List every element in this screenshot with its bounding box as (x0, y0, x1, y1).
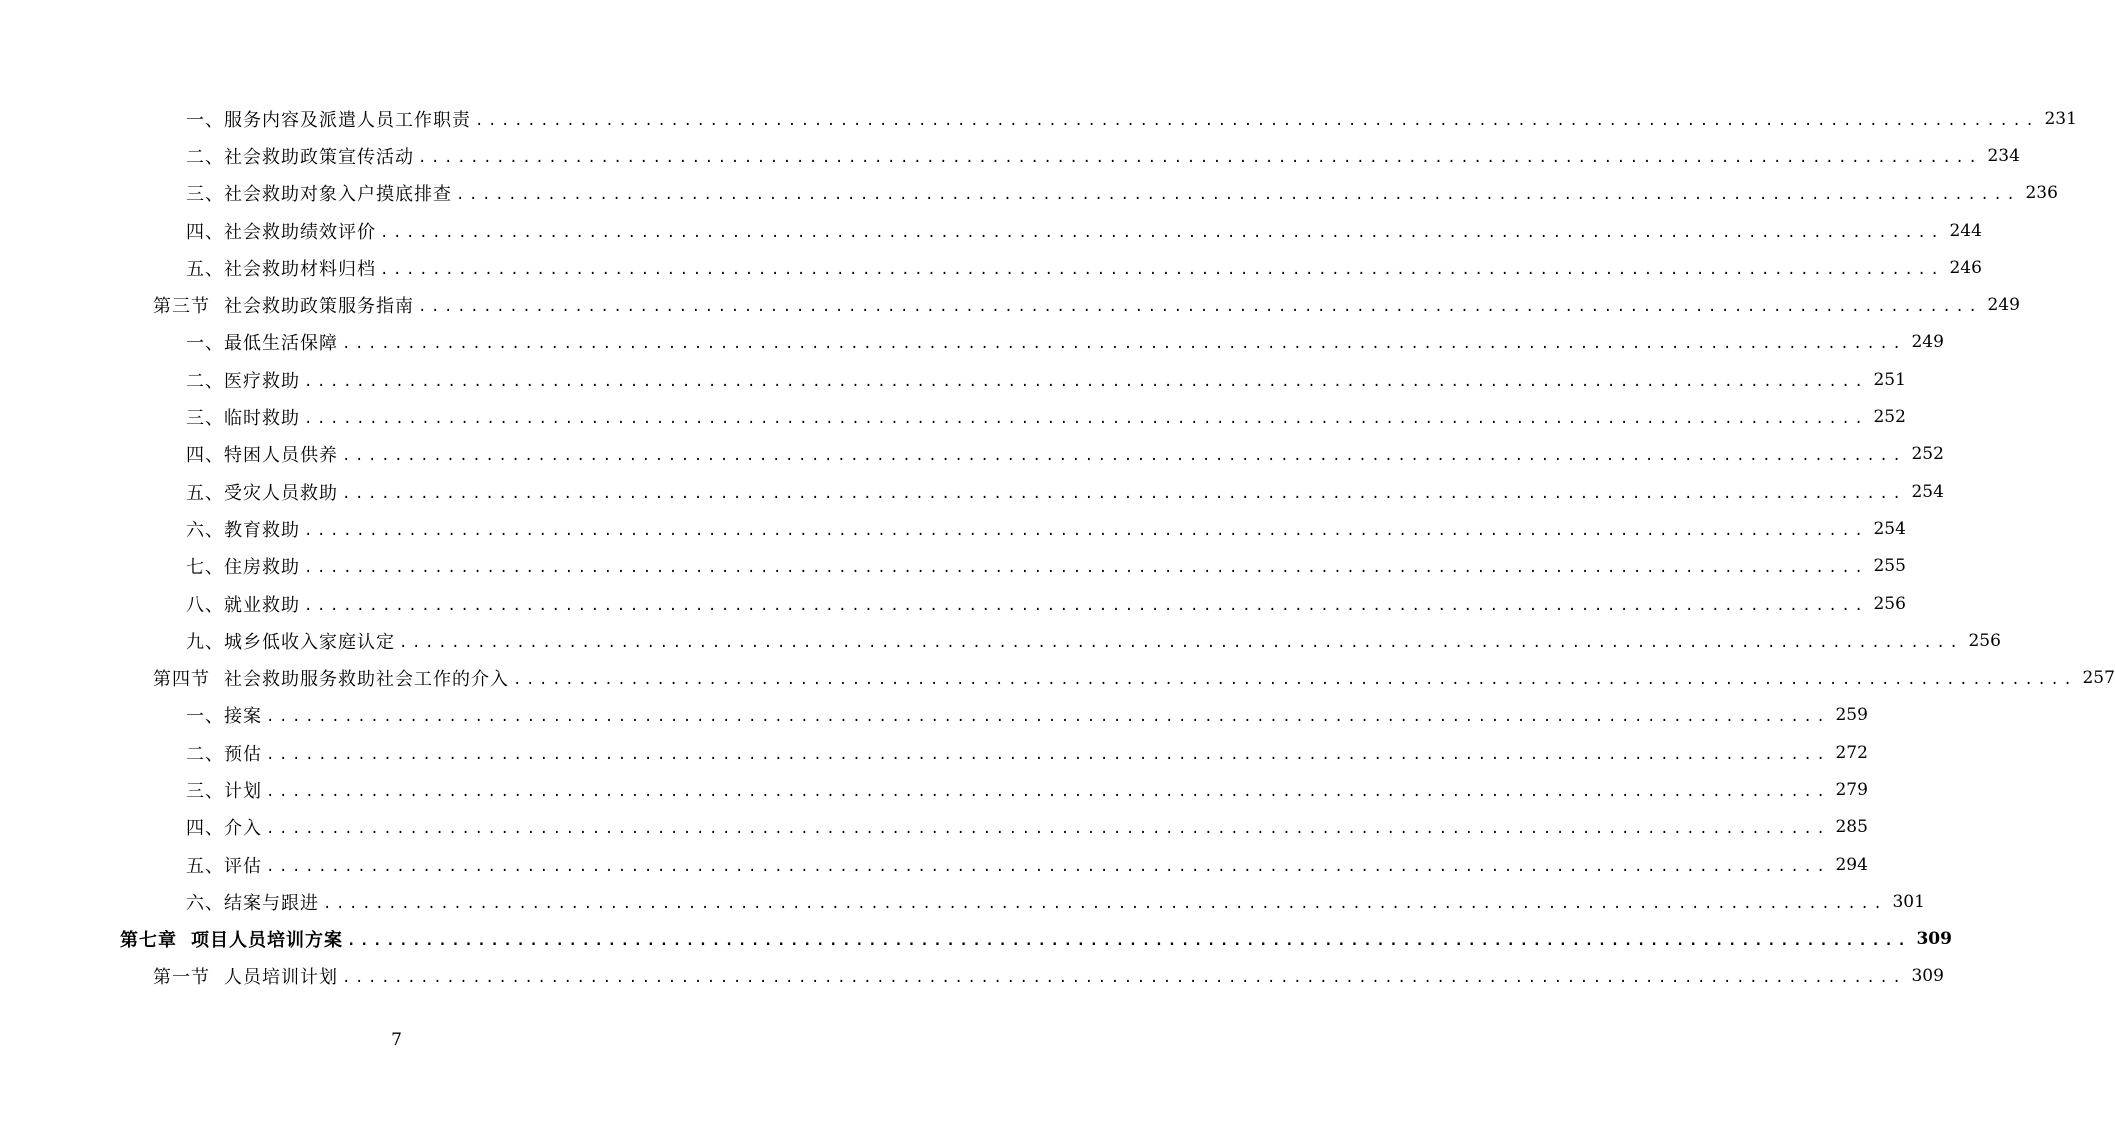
toc-entry-page: 279 (1835, 779, 1868, 800)
toc-entry[interactable] (0, 622, 2001, 659)
toc-entry-label: 计划 (224, 780, 262, 802)
toc-leader-dots: ........................................................................................................................ (304, 522, 1868, 539)
page-number: 7 (391, 1030, 402, 1050)
toc-entry-title (186, 591, 300, 617)
toc-entry-label: 项目人员培训方案 (191, 930, 343, 952)
toc-entry-title (153, 292, 414, 318)
toc-entry[interactable] (0, 398, 1906, 435)
toc-entry[interactable] (0, 286, 2020, 323)
toc-leader-dots: ........................................................................................................................ (418, 149, 1982, 166)
toc-entry-number: 八、 (186, 594, 224, 616)
toc-entry-title (186, 740, 262, 766)
toc-entry-label: 社会救助服务救助社会工作的介入 (224, 669, 509, 691)
toc-entry-number: 三、 (186, 408, 224, 430)
toc-leader-dots: ........................................................................................................................ (266, 858, 1830, 875)
toc-entry-number: 六、 (186, 519, 224, 541)
toc-leader-dots: ........................................................................................................................ (266, 821, 1830, 838)
toc-entry-number: 一、 (186, 706, 224, 728)
toc-entry-page: 246 (1949, 257, 1982, 278)
toc-entry-number: 五、 (186, 482, 224, 504)
toc-leader-dots: ........................................................................................................................ (304, 411, 1868, 428)
toc-leader-dots: ........................................................................................................................ (342, 336, 1906, 353)
toc-entry-page: 249 (1911, 332, 1944, 353)
toc-entry-title (186, 889, 319, 915)
toc-entry-label: 受灾人员救助 (224, 482, 338, 504)
toc-entry-title (186, 852, 262, 878)
toc-entry[interactable] (0, 324, 1944, 361)
toc-entry-title (186, 143, 414, 169)
toc-entry-label: 城乡低收入家庭认定 (224, 631, 395, 653)
toc-entry-number: 四、 (186, 818, 224, 840)
toc-entry[interactable] (0, 212, 1982, 249)
toc-entry-number: 第一节 (153, 967, 210, 989)
toc-entry-title (186, 628, 395, 654)
toc-entry[interactable] (0, 175, 2058, 212)
toc-leader-dots: ........................................................................................................................ (399, 634, 1963, 651)
toc-entry[interactable] (0, 809, 1868, 846)
toc-entry-page: 252 (1911, 444, 1944, 465)
toc-entry-label: 社会救助政策服务指南 (224, 296, 414, 318)
toc-entry-label: 最低生活保障 (224, 333, 338, 355)
toc-entry-page: 257 (2082, 668, 2115, 689)
toc-entry[interactable] (0, 548, 1906, 585)
toc-entry[interactable] (0, 361, 1906, 398)
toc-entry-number: 第四节 (153, 669, 210, 691)
toc-entry-number: 三、 (186, 184, 224, 206)
toc-entry-label: 结案与跟进 (224, 892, 319, 914)
toc-entry-page: 259 (1835, 705, 1868, 726)
toc-entry-label: 教育救助 (224, 519, 300, 541)
toc-entry-page: 255 (1873, 556, 1906, 577)
toc-entry-number: 第三节 (153, 296, 210, 318)
toc-entry-title (186, 255, 376, 281)
toc-entry-page: 309 (1911, 966, 1944, 987)
toc-leader-dots: ........................................................................................................................ (342, 448, 1906, 465)
toc-entry[interactable] (0, 771, 1868, 808)
toc-entry[interactable] (0, 249, 1982, 286)
toc-entry-label: 社会救助绩效评价 (224, 221, 376, 243)
toc-leader-dots: ........................................................................................................................ (456, 187, 2020, 204)
toc-leader-dots: ........................................................................................................................ (513, 672, 2077, 689)
toc-entry[interactable] (0, 100, 2077, 137)
toc-entry[interactable] (0, 473, 1944, 510)
toc-entry-label: 社会救助政策宣传活动 (224, 146, 414, 168)
toc-entry-title (186, 479, 338, 505)
toc-entry-title (186, 329, 338, 355)
toc-entry-number: 四、 (186, 221, 224, 243)
toc-entry-number: 六、 (186, 892, 224, 914)
toc-entry-label: 临时救助 (224, 408, 300, 430)
toc-entry-number: 二、 (186, 370, 224, 392)
toc-leader-dots: ........................................................................................................................ (266, 783, 1830, 800)
toc-entry-number: 五、 (186, 258, 224, 280)
toc-entry-label: 接案 (224, 706, 262, 728)
toc-entry-page: 309 (1916, 929, 1952, 950)
toc-entry-label: 特困人员供养 (224, 445, 338, 467)
toc-entry-label: 就业救助 (224, 594, 300, 616)
toc-entry-number: 二、 (186, 743, 224, 765)
toc-leader-dots: ........................................................................................................................ (342, 970, 1906, 987)
toc-entry-label: 人员培训计划 (224, 967, 338, 989)
toc-entry-label: 服务内容及派遣人员工作职责 (224, 109, 471, 131)
toc-entry-page: 285 (1835, 817, 1868, 838)
toc-entry-title (186, 441, 338, 467)
toc-entry-title (186, 106, 471, 132)
toc-leader-dots: ........................................................................................................................ (304, 373, 1868, 390)
toc-entry[interactable] (0, 697, 1868, 734)
toc-entry[interactable] (0, 921, 1952, 958)
toc-entry-label: 社会救助材料归档 (224, 258, 376, 280)
toc-entry-number: 一、 (186, 109, 224, 131)
toc-entry-title (186, 777, 262, 803)
toc-entry[interactable] (0, 510, 1906, 547)
toc-leader-dots: ........................................................................................................................ (323, 895, 1887, 912)
toc-entry-title (120, 926, 343, 952)
toc-entry-page: 244 (1949, 220, 1982, 241)
toc-entry-title (186, 367, 300, 393)
toc-entry-page: 231 (2044, 108, 2077, 129)
toc-leader-dots: ........................................................................................................................ (304, 560, 1868, 577)
toc-entry-title (153, 665, 509, 691)
toc-entry-number: 二、 (186, 146, 224, 168)
toc-leader-dots: ........................................................................................................................ (380, 261, 1944, 278)
toc-entry[interactable] (0, 436, 1944, 473)
toc-entry-title (186, 814, 262, 840)
toc-entry-number: 三、 (186, 780, 224, 802)
toc-entry-label: 社会救助对象入户摸底排查 (224, 184, 452, 206)
toc-entry-title (186, 404, 300, 430)
toc-entry-page: 301 (1892, 891, 1925, 912)
toc-entry-page: 254 (1911, 481, 1944, 502)
toc-entry-number: 五、 (186, 855, 224, 877)
toc-leader-dots: ........................................................................................................................ (418, 299, 1982, 316)
table-of-contents (0, 100, 2115, 995)
toc-leader-dots: ........................................................................................................................ (304, 597, 1868, 614)
toc-entry-number: 九、 (186, 631, 224, 653)
toc-entry[interactable] (0, 846, 1868, 883)
toc-entry-label: 介入 (224, 818, 262, 840)
toc-entry-title (186, 553, 300, 579)
toc-entry-number: 七、 (186, 557, 224, 579)
toc-leader-dots: ........................................................................................................................ (266, 746, 1830, 763)
toc-leader-dots: ........................................................................................................................ (380, 224, 1944, 241)
toc-entry[interactable] (0, 585, 1906, 622)
toc-entry-number: 一、 (186, 333, 224, 355)
toc-leader-dots: ........................................................................................................................ (347, 933, 1911, 950)
toc-entry-title (186, 516, 300, 542)
toc-entry-number: 四、 (186, 445, 224, 467)
toc-entry[interactable] (0, 958, 1944, 995)
toc-entry-page: 254 (1873, 518, 1906, 539)
toc-leader-dots: ........................................................................................................................ (266, 709, 1830, 726)
toc-entry-title (153, 963, 338, 989)
toc-entry-page: 294 (1835, 854, 1868, 875)
toc-entry-label: 评估 (224, 855, 262, 877)
toc-entry-page: 234 (1987, 145, 2020, 166)
toc-entry-label: 医疗救助 (224, 370, 300, 392)
toc-leader-dots: ........................................................................................................................ (475, 112, 2039, 129)
toc-entry-page: 256 (1873, 593, 1906, 614)
toc-entry-page: 251 (1873, 369, 1906, 390)
toc-entry[interactable] (0, 137, 2020, 174)
toc-entry-page: 272 (1835, 742, 1868, 763)
toc-entry[interactable] (0, 734, 1868, 771)
toc-entry-page: 249 (1987, 295, 2020, 316)
toc-entry-title (186, 180, 452, 206)
toc-entry-label: 预估 (224, 743, 262, 765)
toc-entry[interactable] (0, 883, 1925, 920)
toc-entry-title (186, 218, 376, 244)
toc-entry[interactable] (0, 659, 2115, 696)
toc-entry-label: 住房救助 (224, 557, 300, 579)
toc-entry-page: 256 (1968, 630, 2001, 651)
toc-leader-dots: ........................................................................................................................ (342, 485, 1906, 502)
toc-entry-page: 236 (2025, 183, 2058, 204)
toc-entry-page: 252 (1873, 407, 1906, 428)
toc-entry-title (186, 702, 262, 728)
toc-entry-number: 第七章 (120, 930, 177, 952)
